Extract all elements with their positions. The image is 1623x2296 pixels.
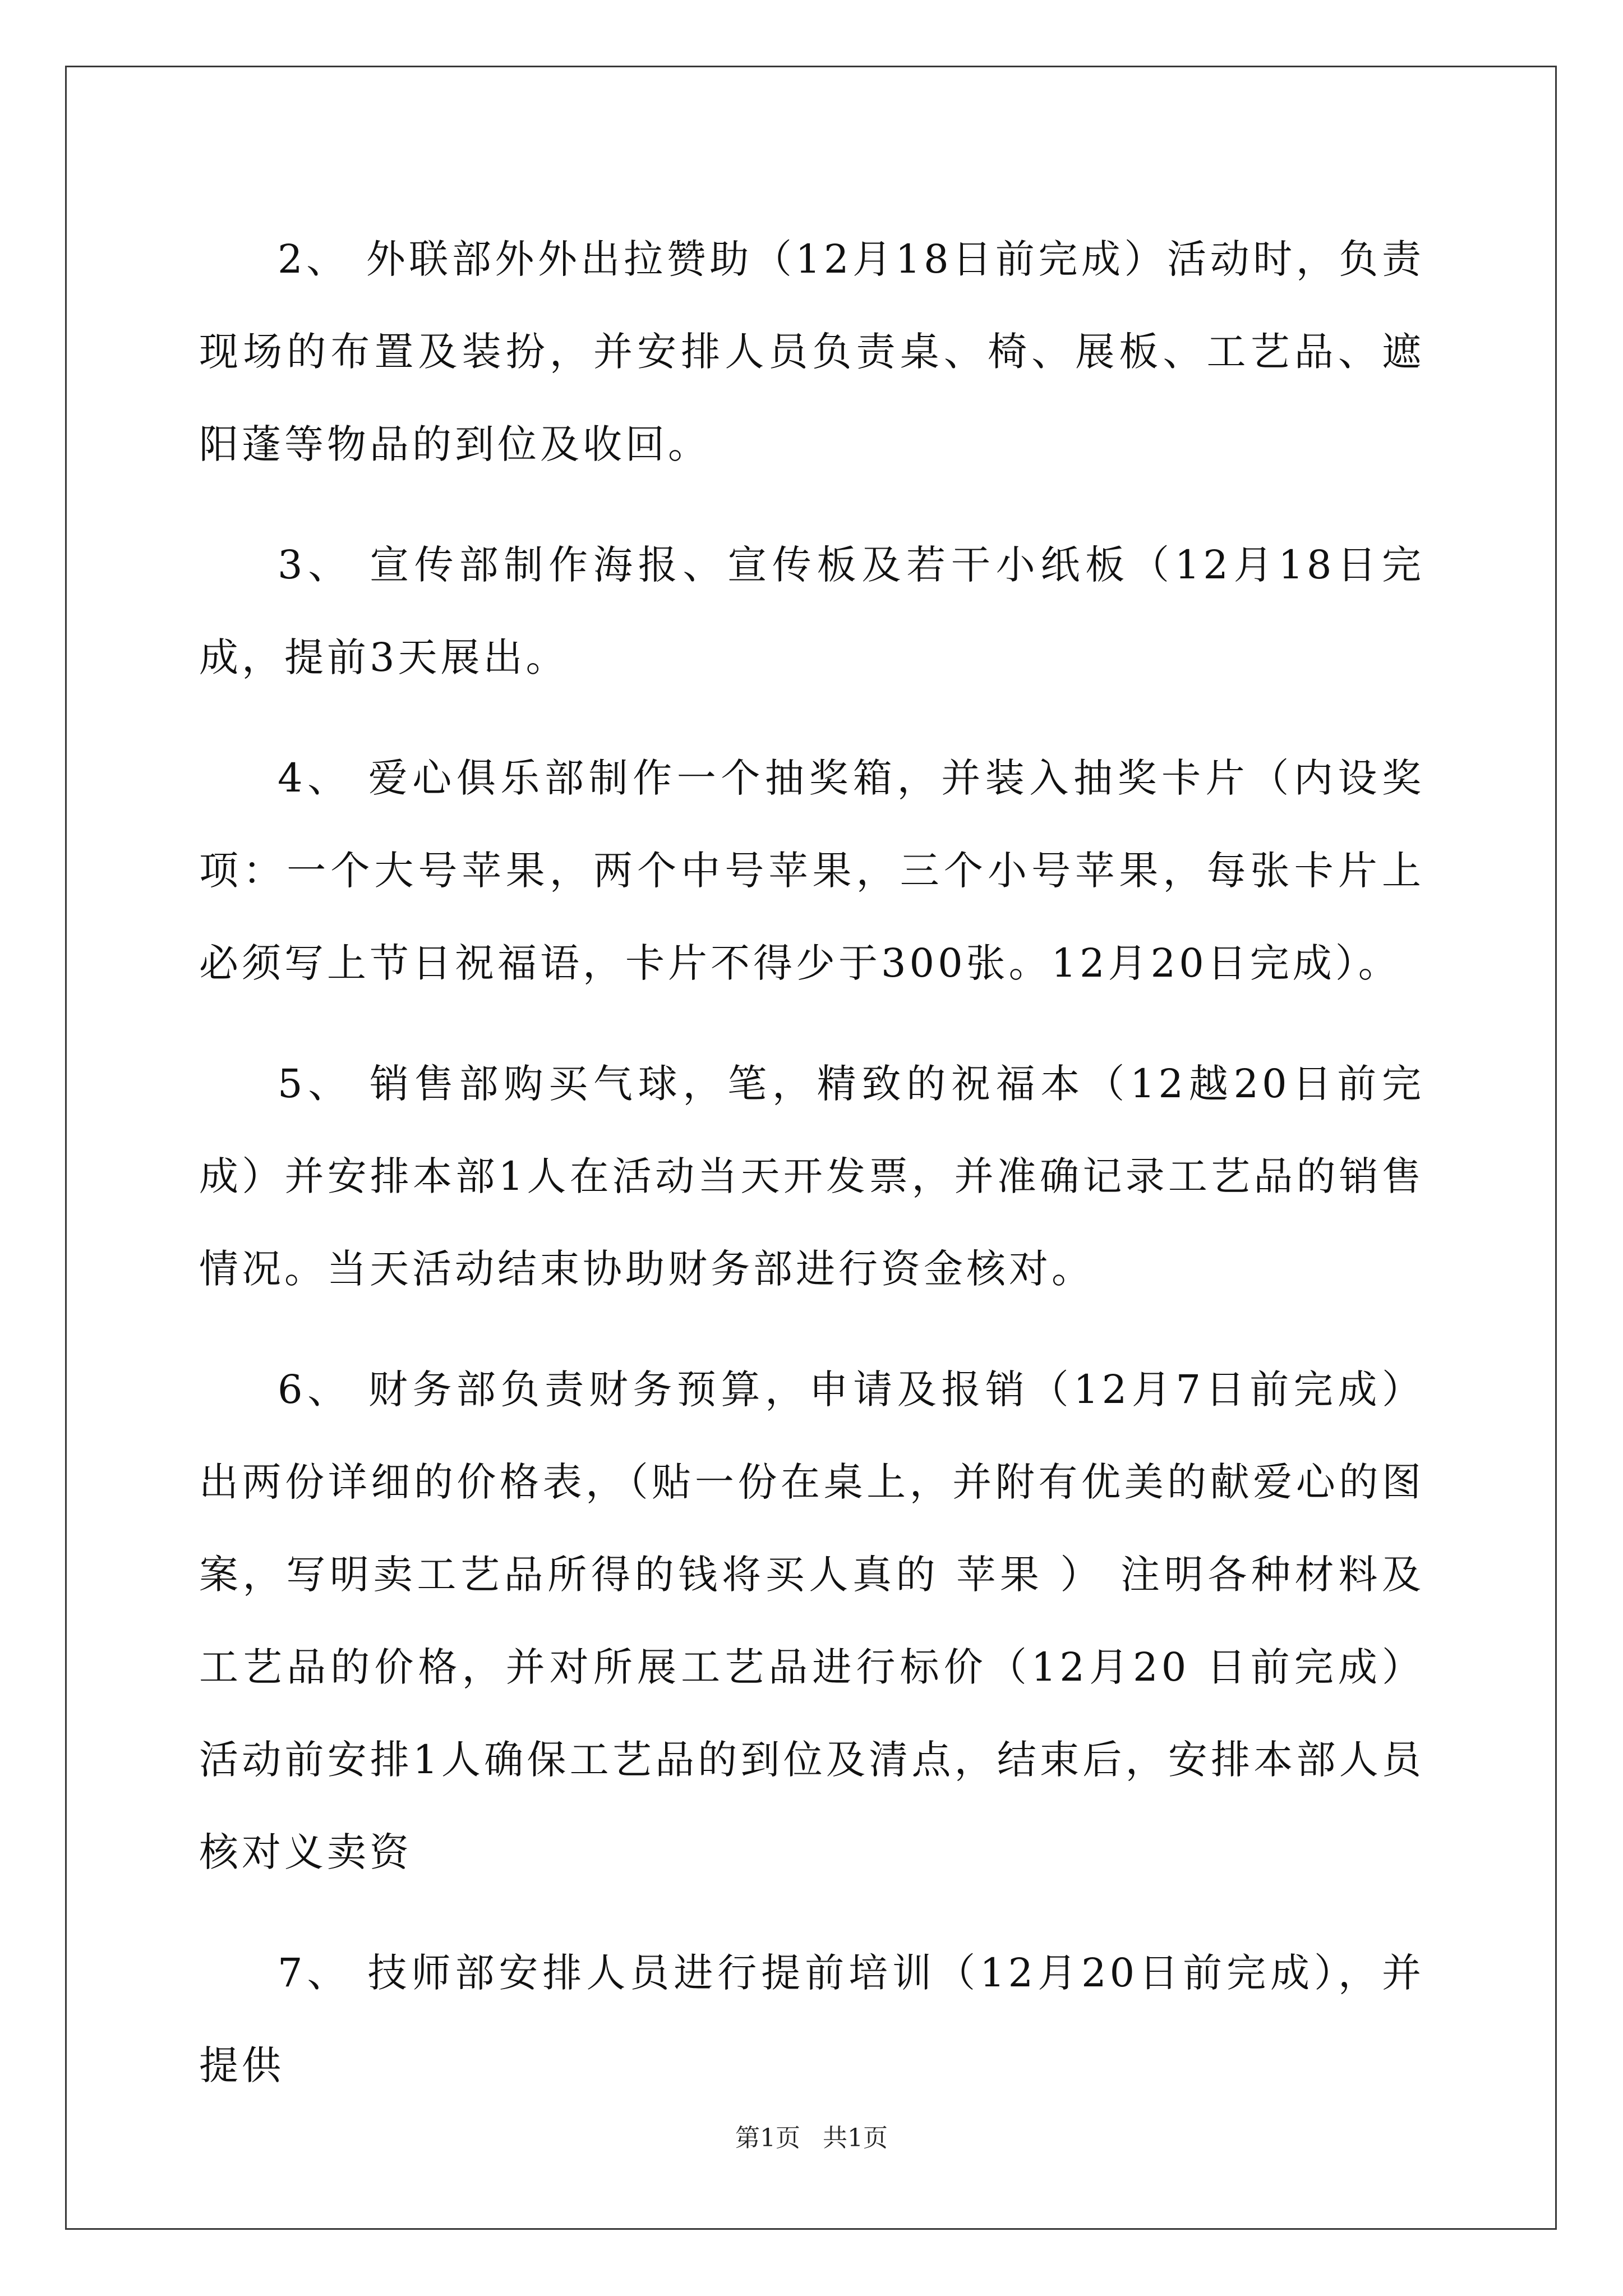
paragraph-item-6 bbox=[199, 1343, 1424, 1899]
paragraph-number: 3、 bbox=[278, 542, 353, 588]
paragraph-text: 技师部安排人员进行提前培训（12月20日前完成），并提供 bbox=[199, 1950, 1424, 2088]
paragraph-number: 2、 bbox=[278, 236, 349, 282]
paragraph-number: 7、 bbox=[278, 1950, 351, 1996]
paragraph-text: 宣传部制作海报、宣传板及若干小纸板（12月18日完成，提前3天展出。 bbox=[199, 542, 1424, 680]
paragraph-number: 5、 bbox=[278, 1061, 353, 1107]
paragraph-item-4 bbox=[199, 732, 1424, 1010]
paragraph-text: 爱心俱乐部制作一个抽奖箱，并装入抽奖卡片（内设奖项：一个大号苹果，两个中号苹果，三个小号苹果，每张卡片上必须写上节日祝福语，卡片不得少于300张。12月20日完成）。 bbox=[199, 755, 1424, 986]
page-total: 共1页 bbox=[823, 2124, 888, 2152]
paragraph-text: 外联部外外出拉赞助（12月18日前完成）活动时，负责现场的布置及装扮，并安排人员负责桌、椅、展板、工艺品、遮阳蓬等物品的到位及收回。 bbox=[199, 236, 1424, 467]
paragraph-number: 6、 bbox=[278, 1366, 352, 1412]
paragraph-item-3 bbox=[199, 519, 1424, 704]
page-footer bbox=[0, 2118, 1623, 2154]
paragraph-item-2 bbox=[199, 213, 1424, 491]
page-number: 第1页 bbox=[735, 2124, 800, 2152]
paragraph-number: 4、 bbox=[278, 755, 352, 801]
paragraph-text: 销售部购买气球，笔，精致的祝福本（12越20日前完成）并安排本部1人在活动当天开发票，并准确记录工艺品的销售情况。当天活动结束协助财务部进行资金核对。 bbox=[199, 1061, 1424, 1292]
paragraph-item-7 bbox=[199, 1927, 1424, 2112]
paragraph-item-5 bbox=[199, 1038, 1424, 1315]
document-body bbox=[199, 213, 1424, 2140]
paragraph-text: 财务部负责财务预算，申请及报销（12月7日前完成）出两份详细的价格表，（贴一份在桌上，并附有优美的献爱心的图案，写明卖工艺品所得的钱将买人真的 苹果 ） 注明各种材料及工艺品的价格，并对所展工艺品进行标价（12月20 日前完成） 活动前安排1人确保工艺品的到位及清点，结束后，安排本部人员核对义卖资 bbox=[199, 1366, 1424, 1875]
